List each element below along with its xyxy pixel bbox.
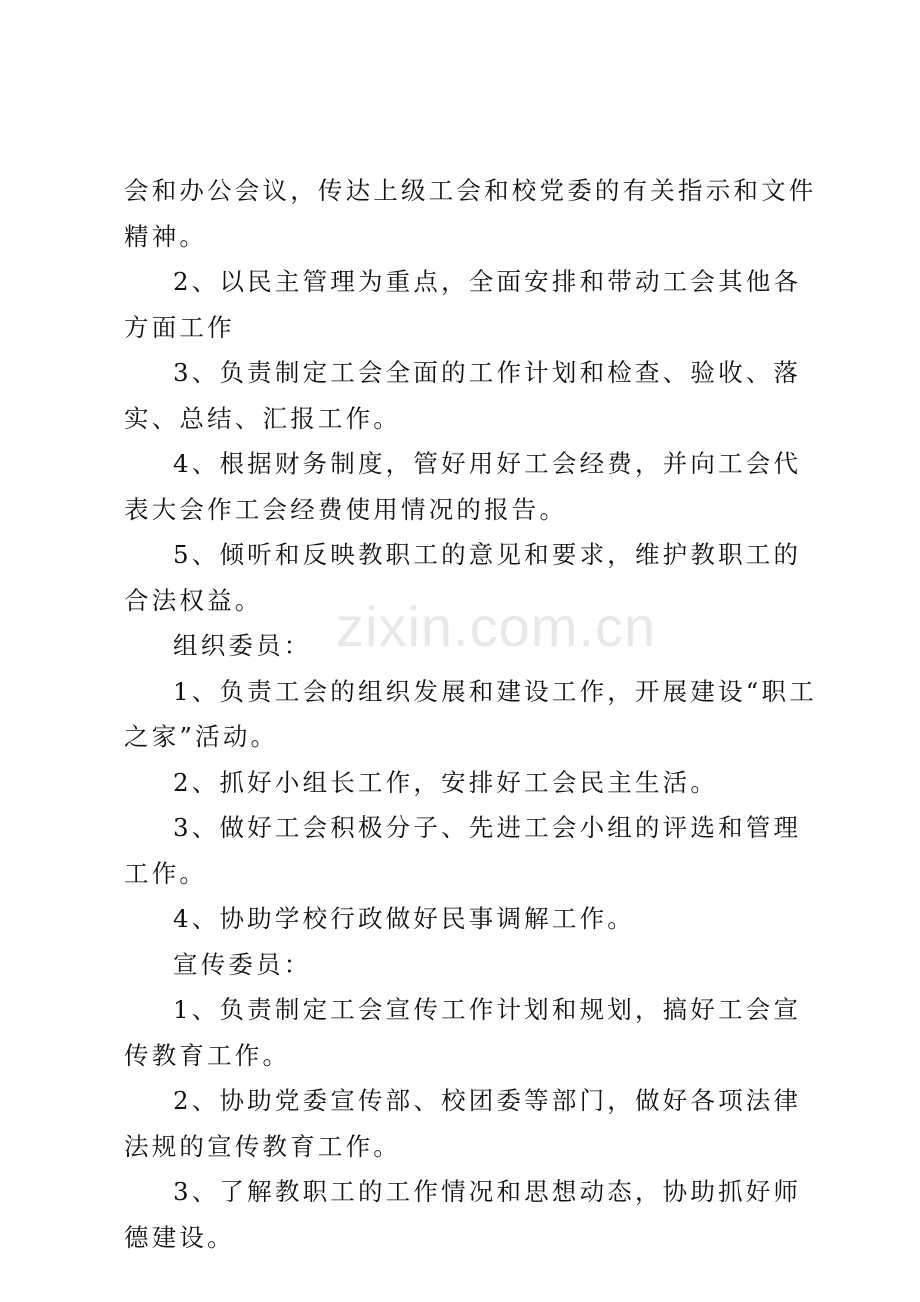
paragraph-item: 2、协助党委宣传部、校团委等部门，做好各项法律法规的宣传教育工作。 — [124, 1086, 802, 1161]
paragraph-item: 4、协助学校行政做好民事调解工作。 — [173, 904, 635, 933]
paragraph-item: 4、根据财务制度，管好用好工会经费，并向工会代表大会作工会经费使用情况的报告。 — [124, 449, 802, 524]
section-heading-publicity: 宣传委员： — [173, 949, 312, 979]
paragraph-item: 1、负责工会的组织发展和建设工作，开展建设“职工之家”活动。 — [124, 676, 817, 751]
paragraph-item: 5、倾听和反映教职工的意见和要求，维护教职工的合法权益。 — [124, 540, 802, 615]
section-heading-organization: 组织委员： — [173, 631, 312, 660]
paragraph-item: 3、做好工会积极分子、先进工会小组的评选和管理工作。 — [124, 813, 802, 888]
document-body — [124, 168, 824, 1260]
paragraph-continuation: 会和办公会议，传达上级工会和校党委的有关指示和文件精神。 — [124, 176, 817, 251]
paragraph-item: 2、以民主管理为重点，全面安排和带动工会其他各方面工作 — [124, 267, 802, 342]
paragraph-item: 2、抓好小组长工作，安排好工会民主生活。 — [173, 767, 719, 797]
watermark: zixin.com.cn — [336, 595, 657, 658]
paragraph-item: 3、负责制定工会全面的工作计划和检查、验收、落实、总结、汇报工作。 — [124, 358, 802, 433]
paragraph-item: 3、了解教职工的工作情况和思想动态，协助抓好师德建设。 — [124, 1177, 802, 1252]
paragraph-item: 1、负责制定工会宣传工作计划和规划，搞好工会宣传教育工作。 — [124, 995, 802, 1070]
